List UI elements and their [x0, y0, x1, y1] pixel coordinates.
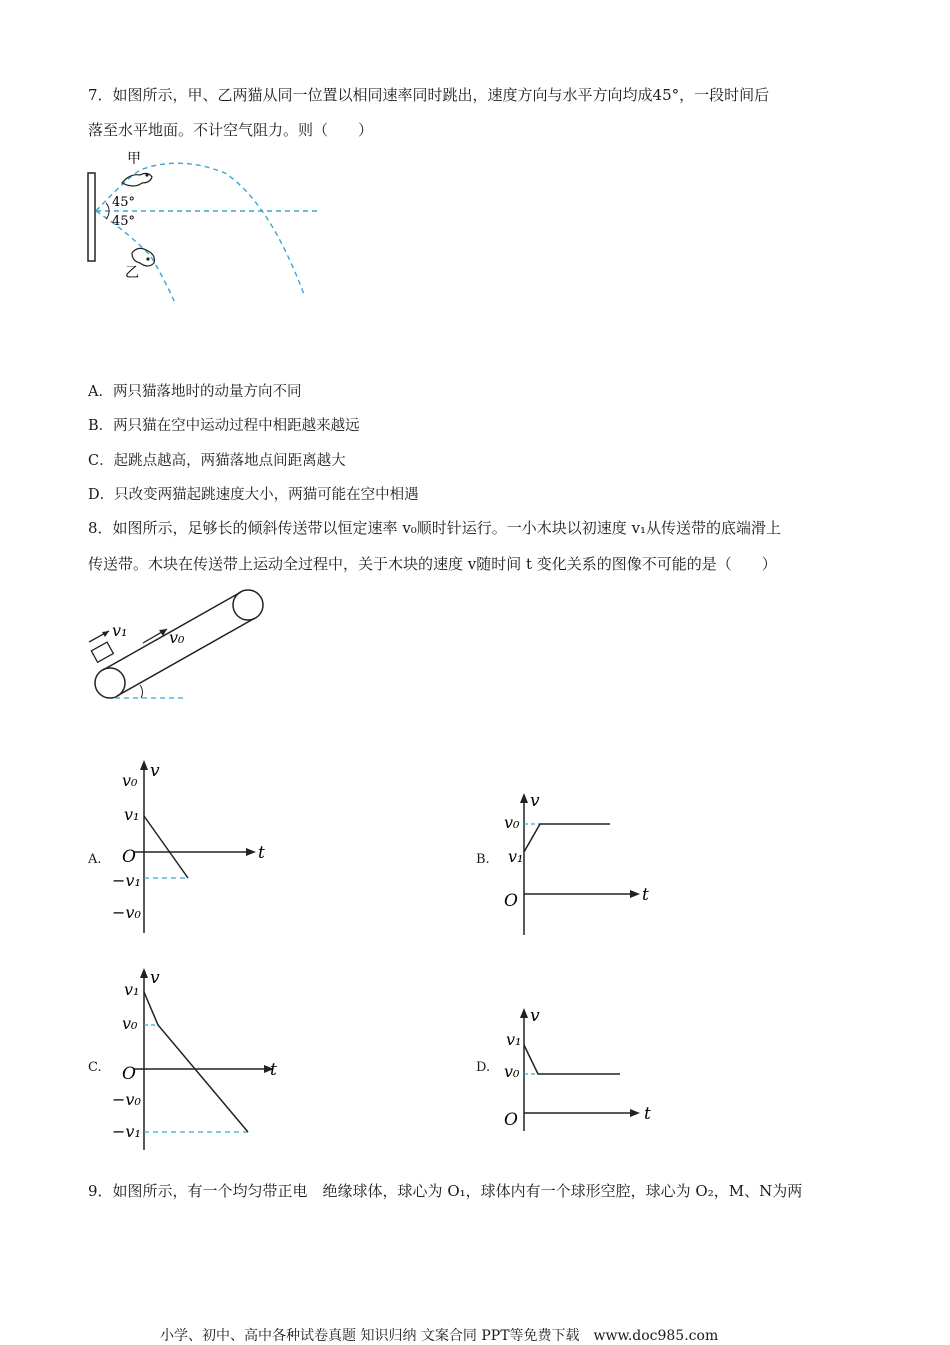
tick-v0: v₀ — [122, 1014, 138, 1033]
graph-b-label[interactable]: B. — [476, 852, 490, 867]
incline-angle-arc — [140, 685, 142, 698]
cat-yi-label: 乙 — [125, 265, 139, 281]
v1-label: v₁ — [112, 621, 128, 640]
q7-option-b[interactable]: B．两只猫在空中运动过程中相距越来越远 — [88, 418, 360, 434]
graph-c — [110, 965, 300, 1155]
q8-conveyor-figure — [85, 585, 275, 705]
q7-option-c[interactable]: C．起跳点越高，两猫落地点间距离越大 — [88, 453, 346, 469]
v-axis-label: v — [150, 968, 160, 988]
graph-d-label[interactable]: D. — [476, 1060, 491, 1075]
tick-neg-v1: −v₁ — [112, 871, 141, 890]
v-axis-arrowhead — [140, 760, 148, 770]
cat-jia-label: 甲 — [127, 151, 141, 167]
t-axis-label: t — [258, 843, 265, 863]
graph-b — [500, 790, 660, 940]
q7-stem-line1: 7．如图所示，甲、乙两猫从同一位置以相同速率同时跳出，速度方向与水平方向均成45°，一段时间后 — [88, 86, 770, 104]
v-axis-label: v — [530, 791, 540, 811]
velocity-line — [524, 1045, 620, 1074]
graph-a — [110, 758, 280, 938]
tick-origin: O — [122, 1064, 136, 1084]
belt-bottom — [117, 618, 255, 696]
tick-v0: v₀ — [122, 771, 138, 790]
wall — [88, 173, 95, 261]
graph-a-label[interactable]: A. — [88, 852, 102, 867]
tick-v0: v₀ — [504, 813, 520, 832]
tick-v1: v₁ — [124, 805, 140, 824]
tick-neg-v0: −v₀ — [112, 1090, 141, 1109]
tick-origin: O — [122, 847, 136, 867]
v-axis-arrowhead — [140, 968, 148, 978]
t-axis-arrowhead — [630, 1109, 640, 1117]
angle-bottom-label: 45° — [112, 214, 136, 229]
t-axis-label: t — [270, 1060, 277, 1080]
v-axis-arrowhead — [520, 793, 528, 803]
v0-label: v₀ — [169, 628, 185, 647]
q9-stem-line1: 9．如图所示，有一个均匀带正电 绝缘球体，球心为 O₁，球体内有一个球形空腔，球心为 O₂，M、N为两 — [88, 1182, 803, 1200]
t-axis-label: t — [644, 1104, 651, 1124]
q8-stem-line2: 传送带。木块在传送带上运动全过程中，关于木块的速度 v随时间 t 变化关系的图像不可能的是（ ） — [88, 555, 777, 573]
tick-neg-v0: −v₀ — [112, 903, 141, 922]
cat-yi-trajectory — [96, 211, 175, 303]
velocity-line — [524, 824, 610, 852]
graph-d — [500, 1005, 670, 1135]
tick-neg-v1: −v₁ — [112, 1122, 141, 1141]
tick-v1: v₁ — [506, 1030, 522, 1049]
tick-v0: v₀ — [504, 1062, 520, 1081]
q7-option-a[interactable]: A．两只猫落地时的动量方向不同 — [88, 384, 302, 400]
q7-cats-figure — [80, 145, 320, 310]
q8-stem-line1: 8．如图所示，足够长的倾斜传送带以恒定速率 v₀顺时针运行。一小木块以初速度 v₁从传送带的底端滑上 — [88, 519, 782, 537]
t-axis-arrowhead — [246, 848, 256, 856]
graph-c-label[interactable]: C. — [88, 1060, 102, 1075]
velocity-line — [144, 992, 248, 1132]
t-axis-arrowhead — [630, 890, 640, 898]
tick-v1: v₁ — [124, 980, 140, 999]
footer-banner[interactable]: 小学、初中、高中各种试卷真题 知识归纳 文案合同 PPT等免费下载 www.doc985.com — [160, 1328, 719, 1344]
v-axis-arrowhead — [520, 1008, 528, 1018]
angle-top-label: 45° — [112, 195, 136, 210]
cat-jia-icon — [122, 173, 152, 186]
q7-stem-line2: 落至水平地面。不计空气阻力。则（ ） — [88, 121, 374, 139]
tick-origin: O — [504, 1110, 518, 1130]
v-axis-label: v — [530, 1006, 540, 1026]
q7-option-d[interactable]: D．只改变两猫起跳速度大小，两猫可能在空中相遇 — [88, 487, 419, 503]
tick-origin: O — [504, 891, 518, 911]
tick-v1: v₁ — [508, 847, 524, 866]
velocity-line — [144, 816, 188, 878]
v-axis-label: v — [150, 761, 160, 781]
t-axis-label: t — [642, 885, 649, 905]
wood-block — [91, 642, 113, 662]
